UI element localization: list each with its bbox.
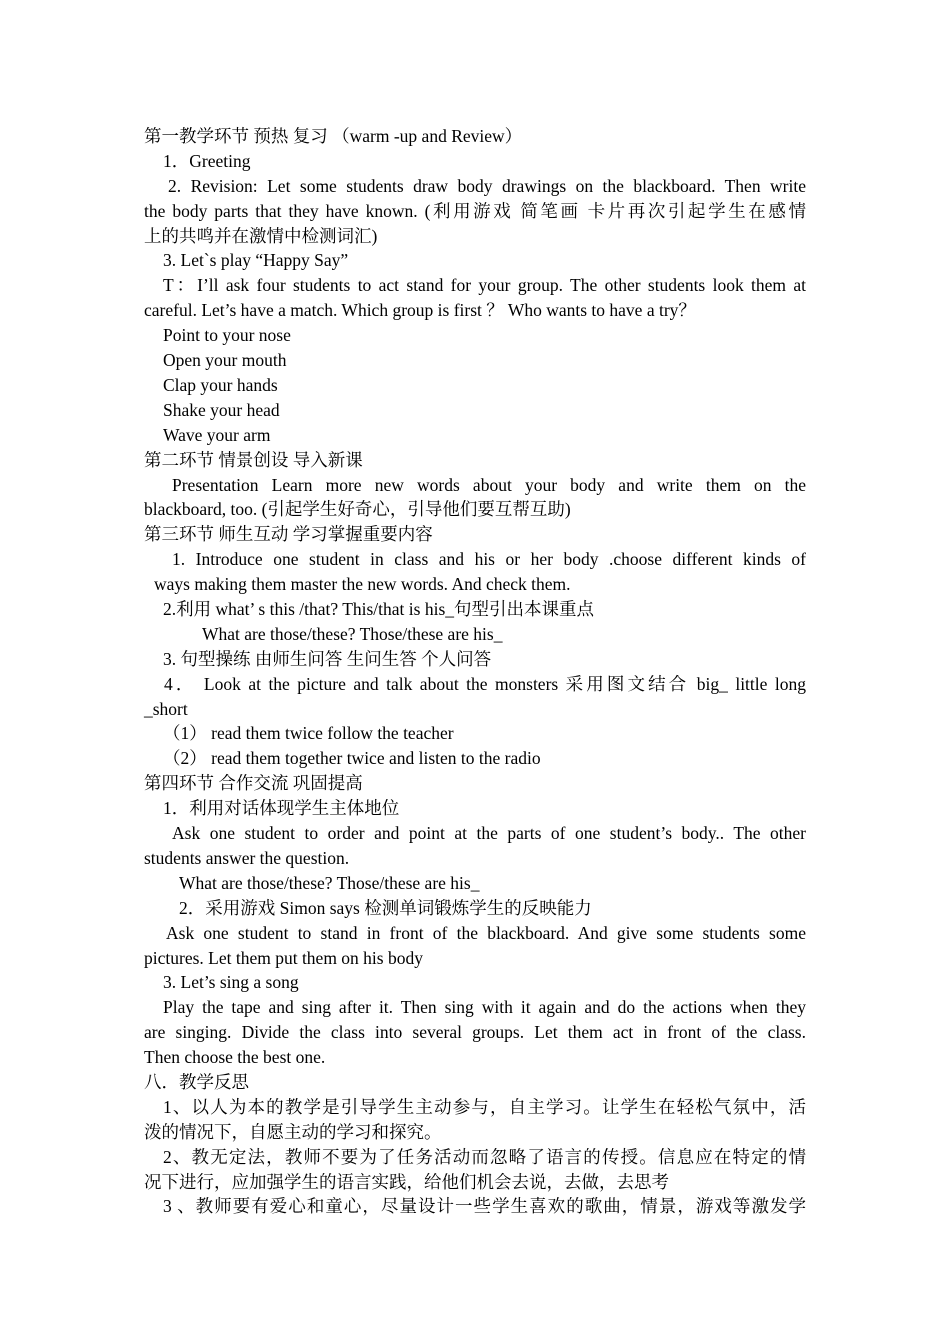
command-item: Open your mouth [163, 350, 287, 371]
section-heading: 第三环节 师生互动 学习掌握重要内容 [144, 524, 433, 545]
paragraph-line: 泼的情况下，自愿主动的学习和探究。 [144, 1121, 442, 1142]
paragraph-line: Presentation Learn more new words about your body and write them on the [172, 474, 806, 495]
section-heading: 第一教学环节 预热 复习 （warm -up and Review） [144, 126, 523, 146]
list-item: 2.利用 what’ s this /that? This/that is his_句型引出本课重点 [163, 599, 595, 619]
paragraph-line: the body parts that they have known. (利用游戏 简笔画 卡片再次引起学生在感情 [144, 200, 806, 221]
paragraph-line: 况下进行，应加强学生的语言实践，给他们机会去说，去做，去思考 [144, 1171, 669, 1192]
list-item: 3. 句型操练 由师生问答 生问生答 个人问答 [163, 648, 492, 669]
paragraph-line: _short [144, 698, 188, 719]
command-item: Point to your nose [163, 325, 291, 346]
paragraph-line: students answer the question. [144, 847, 350, 868]
paragraph-line: 1、以人为本的教学是引导学生主动参与，自主学习。让学生在轻松气氛中，活 [163, 1096, 806, 1117]
list-item: 3. Let’s sing a song [163, 972, 299, 993]
paragraph-line: are singing. Divide the class into several groups. Let them act in front of the class. [144, 1022, 806, 1043]
list-item: 3. Let`s play “Happy Say” [163, 250, 349, 271]
list-item: 1．Greeting [163, 150, 251, 171]
paragraph-line: Ask one student to stand in front of the blackboard. And give some students some [166, 922, 806, 943]
paragraph-line: 3 、教师要有爱心和童心，尽量设计一些学生喜欢的歌曲，情景，游戏等激发学 [163, 1196, 806, 1217]
section-heading: 第四环节 合作交流 巩固提高 [144, 773, 363, 794]
paragraph-line: careful. Let’s have a match. Which group is first ？ Who wants to have a try？ [144, 300, 696, 321]
command-item: Wave your arm [163, 424, 271, 445]
document-body [144, 124, 806, 1219]
paragraph-line: 2、教无定法，教师不要为了任务活动而忽略了语言的传授。信息应在特定的情 [163, 1146, 806, 1167]
command-item: Clap your hands [163, 374, 278, 395]
paragraph-line: T：I’ll ask four students to act stand for your group. The other students look them at [163, 275, 806, 296]
section-heading: 八．教学反思 [144, 1072, 249, 1092]
list-item: 4． Look at the picture and talk about the monsters 采用图文结合 big_ little long [164, 673, 806, 694]
paragraph-line: 2. Revision: Let some students draw body drawings on the blackboard. Then write [168, 175, 806, 196]
paragraph-line: blackboard, too. (引起学生好奇心，引导他们要互帮互助) [144, 499, 571, 520]
command-item: Shake your head [163, 399, 280, 420]
paragraph-line: Then choose the best one. [144, 1047, 326, 1068]
list-item: 2．采用游戏 Simon says 检测单词锻炼学生的反映能力 [179, 897, 592, 918]
list-item: （1） read them twice follow the teacher [163, 723, 454, 744]
list-item: （2） read them together twice and listen to the radio [163, 748, 541, 769]
paragraph-line: ways making them master the new words. And check them. [154, 574, 571, 595]
list-item: 1．利用对话体现学生主体地位 [163, 798, 400, 819]
paragraph-line: Ask one student to order and point at the parts of one student’s body.. The other [172, 823, 806, 844]
section-heading: 第二环节 情景创设 导入新课 [144, 449, 363, 470]
paragraph-line: What are those/these? Those/these are his_ [202, 623, 503, 644]
paragraph-line: 1. Introduce one student in class and his or her body .choose different kinds of [172, 549, 806, 570]
paragraph-line: 上的共鸣并在激情中检测词汇) [144, 225, 378, 246]
paragraph-line: What are those/these? Those/these are his_ [179, 872, 480, 893]
paragraph-line: pictures. Let them put them on his body [144, 947, 423, 968]
paragraph-line: Play the tape and sing after it. Then sing with it again and do the actions when they [163, 997, 806, 1018]
